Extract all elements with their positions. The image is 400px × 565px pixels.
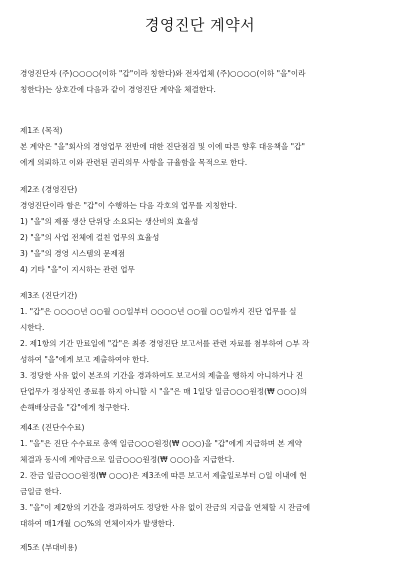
- article-line: 본 계약은 "을"회사의 경영업무 전반에 대한 진단점검 및 이에 따른 향후 대응책을 "갑": [20, 142, 306, 151]
- article-line: 1) "을"의 제품 생산 단위당 소요되는 생산비의 효율성: [20, 217, 199, 226]
- intro-line: 칭한다)는 상호간에 다음과 같이 경영진단 계약을 체결한다.: [20, 85, 216, 94]
- article-line: 단업무가 정상적인 종료를 하지 아니할 시 "을"은 매 1일당 일금○○○원정(₩ ○○○)의: [20, 387, 308, 396]
- intro-line: 경영진단자 (주)○○○○(이하 "갑"이라 칭한다)와 전자업체 (주)○○○○(이하 "을"이라: [20, 69, 306, 78]
- article-line: 2. 제1항의 기간 만료일에 "갑"은 최종 경영진단 보고서를 관련 자료를 첨부하여 ○부 작: [20, 339, 310, 348]
- article-line: 1. "을"은 진단 수수료로 총액 일금○○○원정(₩ ○○○)을 "갑"에게 지급하며 본 계약: [20, 439, 302, 448]
- article-line: 3. "을"이 제2항의 기간을 경과하여도 정당한 사유 없이 잔금의 지급을 연체할 시 잔금에: [20, 503, 311, 512]
- article-line: 손해배상금을 "갑"에게 청구한다.: [20, 403, 130, 412]
- article-line: 4) 기타 "을"이 지시하는 관련 업무: [20, 265, 135, 274]
- article-1: [20, 123, 384, 171]
- article-line: 3) "을"의 경영 시스템의 문제점: [20, 249, 126, 258]
- article-5: [20, 540, 384, 556]
- article-line: 2. 잔금 일금○○○원정(₩ ○○○)은 제3조에 따른 보고서 제출일로부터 ○일 이내에 현: [20, 471, 307, 480]
- article-heading: 제2조 (경영진단): [20, 185, 78, 194]
- article-line: 3. 정당한 사유 없이 본조의 기간을 경과하여도 보고서의 제출을 행하지 아니하거나 진: [20, 371, 304, 380]
- intro-paragraph: [20, 66, 384, 98]
- article-line: 2) "을"의 사업 전체에 걸친 업무의 효율성: [20, 233, 160, 242]
- article-3: [20, 288, 384, 416]
- article-line: 1. "갑"은 ○○○○년 ○○월 ○○일부터 ○○○○년 ○○월 ○○일까지 진단 업무를 실: [20, 307, 297, 316]
- article-line: 금일금 한다.: [20, 487, 62, 496]
- article-2: [20, 182, 384, 278]
- article-line: 에게 의뢰하고 이와 관련된 권리의무 사항을 규율함을 목적으로 한다.: [20, 158, 248, 167]
- article-heading: 제4조 (진단수수료): [20, 423, 85, 432]
- article-4: [20, 420, 384, 532]
- article-line: 시한다.: [20, 323, 45, 332]
- article-heading: 제3조 (진단기간): [20, 291, 78, 300]
- article-line: 대하여 매1개월 ○○%의 연체이자가 발생한다.: [20, 519, 175, 528]
- article-line: 체결과 동시에 계약금으로 일금○○○원정(₩ ○○○)을 지급한다.: [20, 455, 235, 464]
- article-line: 경영진단이라 함은 "갑"이 수행하는 다음 각호의 업무를 지칭한다.: [20, 201, 238, 210]
- article-heading: 제1조 (목적): [20, 126, 63, 135]
- article-heading: 제5조 (부대비용): [20, 543, 78, 552]
- document-title: 경영진단 계약서: [144, 16, 256, 34]
- article-line: 성하여 "을"에게 보고 제출하여야 한다.: [20, 355, 150, 364]
